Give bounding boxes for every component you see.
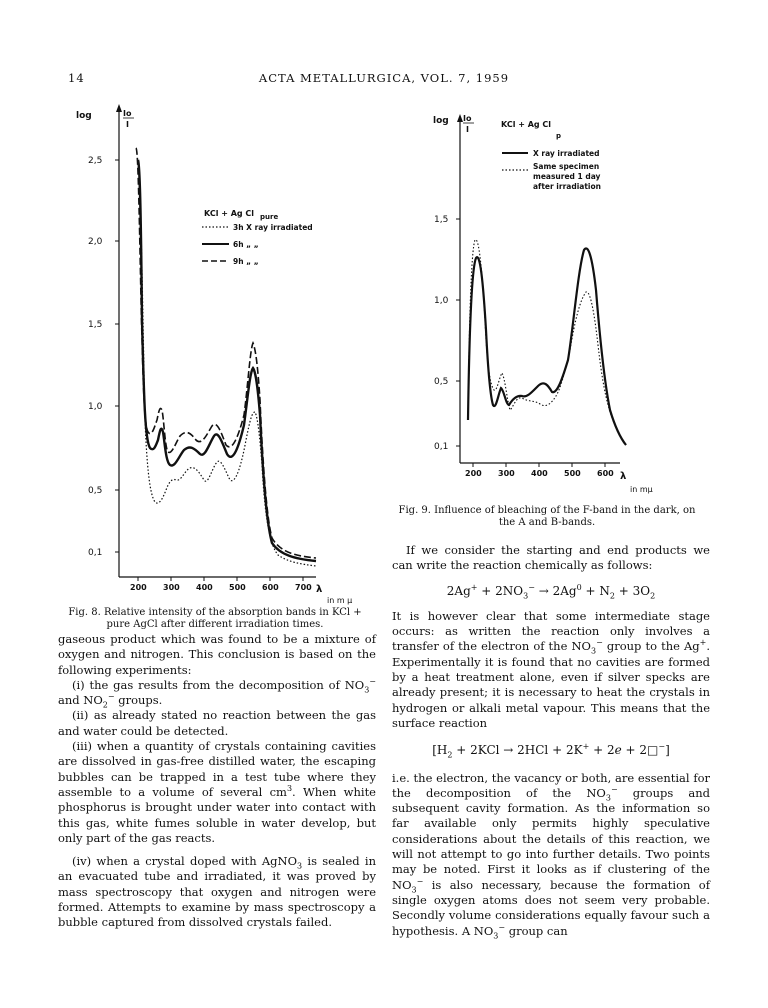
fig8-xtick: 400 [196, 583, 213, 592]
fig8-ytick: 0,1 [88, 548, 103, 558]
fig8-curve-6h [138, 160, 316, 561]
equation-1: $2Ag^+ + 2NO_3^- \to 2Ag^0 + N_2 + 3O_2$ [446, 582, 656, 600]
page-number: 14 [68, 71, 85, 85]
fig9-ytick: 1,0 [434, 296, 449, 306]
fig8-xlabel-lambda: λ [316, 584, 323, 595]
fig9-xtick: 300 [498, 469, 515, 478]
fig8-ytick: 2,0 [88, 237, 103, 247]
fig9-xlabel-lambda: λ [620, 471, 627, 482]
fig9-ytick: 0,5 [434, 377, 449, 387]
fig9-ytick: 1,5 [434, 215, 449, 225]
figure-9-chart [420, 105, 720, 500]
paragraph: It is however clear that some intermediate stage occurs: as written the reaction only involves a transfer of the electron of the $NO_3^-$ group to the Ag+. Experimentally it is found that no cavities are formed by a heat treatment alone, even if silver specks are already present; it is necessary to heat the crystals in hydrogen or alkali metal vapour. This means that the surface reaction [392, 608, 710, 730]
fig8-ylabel-log: log [76, 111, 92, 121]
fig9-ytick: 0,1 [434, 442, 449, 452]
paragraph: (iv) when a crystal doped with AgNO$_3$ is sealed in an evacuated tube and irradiated, it was proved by mass spectroscopy that oxygen and nitrogen were formed. Attempts to examine by mass spectroscopy a bubble captured from dissolved crystals failed. [58, 854, 376, 930]
fig9-legend-title-sub: p [556, 132, 562, 140]
fig9-ylabel-i: I [466, 125, 469, 134]
fig8-xtick: 500 [229, 583, 246, 592]
fig9-ylabel-io: Io [463, 114, 472, 123]
fig9-legend-item-line2: measured 1 day [533, 172, 601, 181]
fig8-xtick: 700 [295, 583, 312, 592]
fig9-ylabel-log: log [433, 116, 449, 126]
fig8-xtick: 600 [262, 583, 279, 592]
left-column [58, 632, 376, 931]
running-head [0, 71, 768, 87]
equation-2: [$H_2 + 2KCl \to 2HCl + 2K^+ + 2e$ + 2□−] [432, 742, 670, 760]
fig8-xtick: 200 [130, 583, 147, 592]
fig8-ylabel-i: I [126, 120, 129, 129]
fig9-xtick: 200 [465, 469, 482, 478]
fig8-ytick: 2,5 [88, 156, 103, 166]
paragraph: If we consider the starting and end products we can write the reaction chemically as follows: [392, 543, 710, 573]
paragraph: i.e. the electron, the vacancy or both, are essential for the decomposition of the $NO_3^-$ groups and subsequent cavity formation. As the information so far available only permits highly speculative considerations about the details of this reaction, we will not attempt to go into further details. Two points may be noted. First it looks as if clustering of the $NO_3^-$ is also necessary, because the formation of single oxygen atoms does not seem very probable. Secondly volume considerations equally favour such a hypothesis. A $NO_3^-$ group can [392, 770, 711, 940]
fig8-ytick: 0,5 [88, 486, 103, 496]
fig9-legend-title: KCl + Ag Cl [501, 120, 552, 129]
fig8-legend-title-sub: pure [260, 213, 279, 221]
figure-8-chart [60, 95, 380, 605]
fig8-curve-3h [140, 200, 316, 566]
fig8-legend-item: 3h X ray irradiated [233, 223, 313, 232]
fig9-legend-item-line3: after irradiation [533, 182, 601, 191]
journal-title: ACTA METALLURGICA, VOL. 7, 1959 [258, 71, 510, 85]
fig8-xtick: 300 [163, 583, 180, 592]
fig8-y-arrow [116, 104, 122, 112]
fig9-legend-item: X ray irradiated [533, 149, 600, 158]
fig8-ytick: 1,0 [88, 402, 103, 412]
fig8-legend-title: KCl + Ag Cl [204, 209, 255, 218]
paragraph: (ii) as already stated no reaction between the gas and water could be detected. [58, 708, 376, 738]
fig8-legend-item: 6h „ „ [233, 240, 259, 249]
fig9-xlabel-unit: in mμ [630, 485, 653, 494]
fig9-curve-irradiated [468, 248, 626, 445]
paragraph: gaseous product which was found to be a mixture of oxygen and nitrogen. This conclusion is based on the following experiments: [58, 632, 376, 677]
fig8-ylabel-io: Io [123, 109, 132, 118]
paragraph: (iii) when a quantity of crystals containing cavities are dissolved in gas-free distilled water, the escaping bubbles can be trapped in a test tube where they assemble to a volume of several $cm^3$. When white phosphorus is brought under water into contact with this gas, white fumes soluble in water develop, but only part of the gas reacts. [58, 739, 376, 845]
fig9-legend-item-line1: Same specimen [533, 162, 600, 171]
fig8-legend-item: 9h „ „ [233, 257, 259, 266]
paragraph: (i) the gas results from the decomposition of $NO_3^-$ and $NO_2^-$ groups. [58, 677, 376, 710]
fig9-curve-1day [468, 240, 626, 445]
right-column [392, 543, 710, 939]
figure-8-caption: Fig. 8. Relative intensity of the absorption bands in KCl + pure AgCl after different irradiation times. [68, 607, 362, 630]
fig9-xtick: 400 [531, 469, 548, 478]
figure-9-caption: Fig. 9. Influence of bleaching of the F-band in the dark, on the A and B-bands. [398, 505, 696, 528]
fig9-xtick: 500 [564, 469, 581, 478]
fig9-xtick: 600 [597, 469, 614, 478]
fig8-ytick: 1,5 [88, 320, 103, 330]
fig8-xlabel-unit: in m μ [327, 596, 353, 605]
